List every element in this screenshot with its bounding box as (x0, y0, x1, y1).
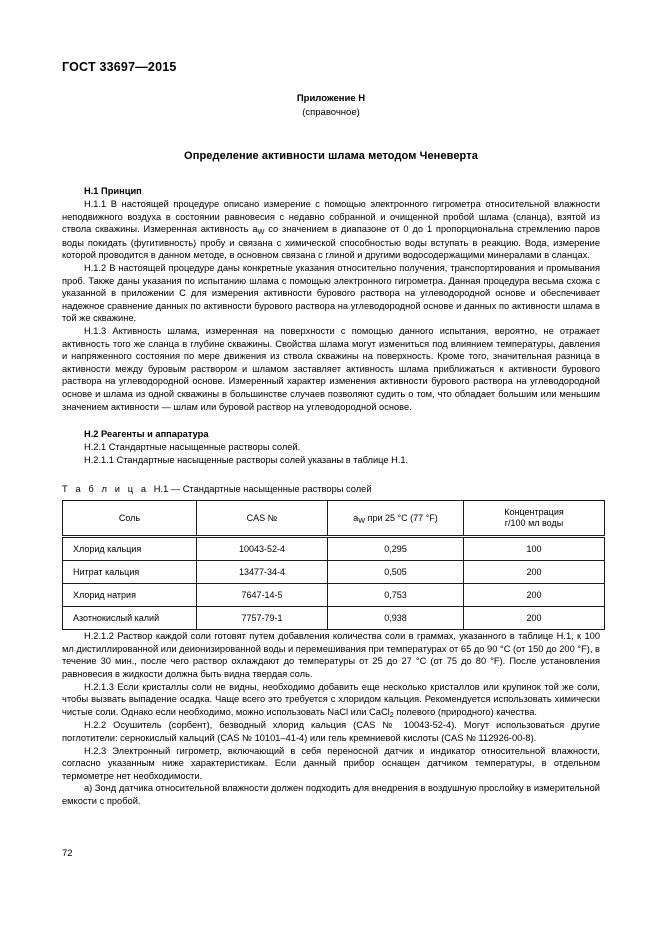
cell-concentration: 200 (464, 584, 605, 607)
annex-title: Приложение Н (296, 93, 366, 104)
cell-salt: Хлорид натрия (63, 584, 197, 607)
paragraph-h2-1-3-part1: Н.2.1.3 Если кристаллы соли не видны, необходимо добавить еще несколько кристаллов или крупинок той же соли, чтобы вызвать выпадение осадка. Чаще всего это требуется с хлоридом кальция. Рекомендуется использовать химически чистые соли. Однако если необходимо, можно использовать NaCl или CaCl (62, 681, 600, 717)
paragraph-h2-1-3 (62, 681, 600, 720)
salts-table (62, 500, 605, 630)
cacl2-subscript: 2 (389, 709, 394, 719)
aw-header-pre: a (353, 512, 359, 523)
table-caption (62, 484, 600, 494)
section-heading-h1: Н.1 Принцип (84, 186, 142, 196)
annex-document-title: Определение активности шлама методом Ченеверта (184, 150, 478, 162)
paragraph-h1-1-part2: со значением в диапазоне от 0 до 1 пропорциональна стремлению паров воды покидать (фугитивность) пробу и связана с химической способностью воды вступать в реакцию. Вода, измерение которой проводится в данном методе, в основном связана с глиной и другими водосодержащими минералами в сланцах. (62, 224, 600, 261)
aw-header-subscript: W (358, 515, 366, 525)
table-row (63, 561, 605, 584)
cell-cas: 13477-34-4 (197, 561, 328, 584)
cell-aw: 0,505 (328, 561, 464, 584)
paragraph-h2-1-2: Н.2.1.2 Раствор каждой соли готовят путем добавления количества соли в граммах, указанного в таблице Н.1, к 100 мл дистиллированной или деионизированной воды и перемешивания при температурах от 65 до 90 °С (от 150 до 200 °F), в течение 30 мин., после чего раствор охлаждают до температуры от 25 до 27 °С (от 75 до 80 °F). После установления равновесия в жидкости должна быть видна твердая соль. (62, 631, 600, 680)
cell-aw: 0,938 (328, 607, 464, 630)
table-row (63, 607, 605, 630)
paragraph-h1-1 (62, 198, 600, 262)
column-header-concentration-line1: Концентрация (504, 506, 564, 517)
column-header-concentration (464, 501, 605, 537)
paragraph-h2-1-3-part2: полевого (природного) качества. (393, 706, 538, 717)
salts-table-body (63, 537, 605, 630)
column-header-concentration-line2: г/100 мл воды (504, 518, 564, 529)
column-header-salt: Соль (63, 501, 197, 537)
paragraph-h2-2: Н.2.2 Осушитель (сорбент), безводный хлорид кальция (CAS № 10043-52-4). Могут использоваться другие поглотители: сернокислый кальций (CAS № 10101–41-4) или гель кремниевой кислоты (CAS № 112926-00-8). (62, 720, 600, 744)
section-heading-h2: Н.2 Реагенты и аппаратура (84, 429, 209, 440)
cell-concentration: 100 (464, 537, 605, 561)
aw-header-post: при 25 °С (77 °F) (365, 512, 438, 523)
paragraph-h1-2: Н.1.2 В настоящей процедуре даны конкретные указания относительно получения, транспортирования и промывания проб. Также даны указания по испытанию шлама с помощью электронного гигрометра. Данная процедура весьма схожа с указанной в приложении С для измерения активности бурового раствора на углеводородной основе и обеспечивает надежное сравнение данных по активности бурового раствора на углеводородной основе и данных по активности шлама в той же скважине. (62, 262, 600, 324)
annex-subtitle: (справочное) (302, 107, 360, 118)
cell-cas: 7757-79-1 (197, 607, 328, 630)
table-caption-rest: Н.1 — Стандартные насыщенные растворы солей (153, 484, 372, 495)
salts-table-head (63, 501, 605, 537)
annex-heading-block (62, 92, 600, 120)
table-row (63, 584, 605, 607)
standard-code-header: ГОСТ 33697—2015 (62, 60, 177, 74)
cell-salt: Хлорид кальция (63, 537, 197, 561)
cell-concentration: 200 (464, 607, 605, 630)
cell-salt: Нитрат кальция (63, 561, 197, 584)
paragraph-h1-3: Н.1.3 Активность шлама, измеренная на поверхности с помощью данного испытания, вероятно, не отражает активность того же сланца в глубине скважины. Свойства шлама могут измениться под влиянием температуры, давления и напряженного состояния по мере движения из ствола скважины на поверхность. Кроме того, значительная разница в активности между буровым раствором и шламом заставляет активность шлама приближаться к активности бурового раствора на углеводородной основе. Измеренный характер изменения активности бурового раствора на углеводородной основе и шлама из одной скважины в большинстве случаев позволяют судить о том, что обладает большим или меньшим значением активности — шлам или буровой раствор на углеводородной основе. (62, 325, 600, 412)
page-number: 72 (62, 848, 73, 859)
cell-aw: 0,753 (328, 584, 464, 607)
table-header-row (63, 501, 605, 537)
paragraph-h2-3: Н.2.3 Электронный гигрометр, включающий в себя переносной датчик и индикатор относительной влажности, согласно указанным ниже характеристикам. Если данный прибор оснащен датчиком температуры, в отдельном термометре нет необходимости. (62, 745, 600, 781)
column-header-cas: CAS № (197, 501, 328, 537)
cell-aw: 0,295 (328, 537, 464, 561)
cell-salt: Азотнокислый калий (63, 607, 197, 630)
column-header-aw (328, 501, 464, 537)
paragraph-h2-3-a: а) Зонд датчика относительной влажности должен подходить для внедрения в воздушную прослойку в измерительной емкости с пробой. (62, 783, 600, 806)
page-content (62, 88, 600, 808)
table-caption-prefix: Т а б л и ц а (62, 484, 149, 495)
cell-concentration: 200 (464, 561, 605, 584)
paragraph-h1-1-part1: Н.1.1 В настоящей процедуре описано измерение с помощью электронного гигрометра относительной влажности неподвижного воздуха в состоянии равновесия с недавно собранной и очищенной пробой шлама (сланца), взятой из ствола скважины. Измеренная активность a (62, 199, 600, 235)
paragraph-h2-1-1: Н.2.1.1 Стандартные насыщенные растворы солей указаны в таблице Н.1. (84, 454, 409, 465)
cell-cas: 7647-14-5 (197, 584, 328, 607)
paragraph-h2-1: Н.2.1 Стандартные насыщенные растворы солей. (84, 442, 301, 453)
aw-subscript: W (257, 227, 265, 237)
cell-cas: 10043-52-4 (197, 537, 328, 561)
table-row (63, 537, 605, 561)
